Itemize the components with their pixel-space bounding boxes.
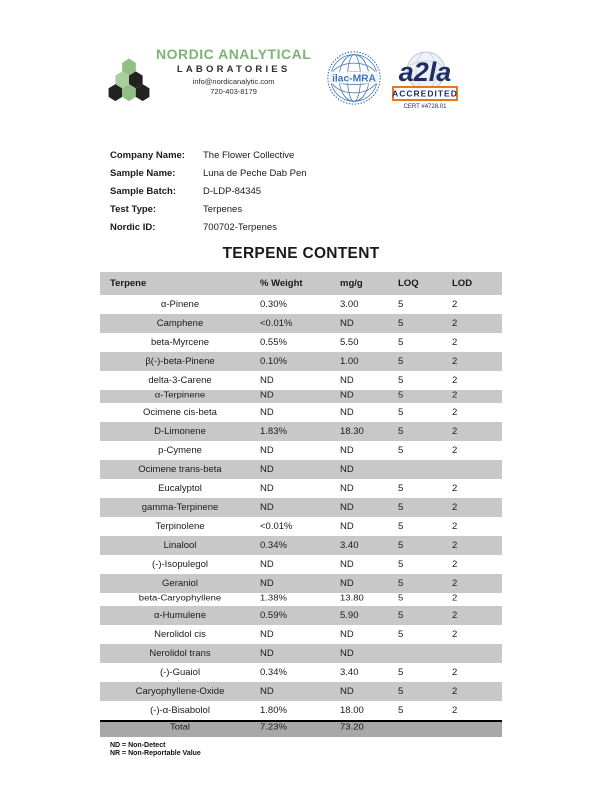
- table-total-row: [100, 720, 502, 737]
- brand-phone: 720-403-8179: [210, 87, 257, 96]
- table-row: [100, 390, 502, 403]
- loq-cell: 5: [398, 705, 404, 716]
- terpene-cell: (-)-Isopulegol: [152, 559, 208, 570]
- weight-cell: ND: [260, 629, 274, 640]
- lod-cell: 2: [452, 426, 458, 437]
- loq-column-header: LOQ: [398, 278, 419, 289]
- terpene-cell: beta-Caryophyllene: [138, 593, 222, 603]
- a2la-label: a2la: [398, 57, 452, 87]
- mgg-cell: ND: [340, 375, 354, 386]
- loq-cell: 5: [398, 337, 404, 348]
- table-row: [100, 555, 502, 574]
- table-row: [100, 371, 502, 390]
- lod-cell: 2: [452, 356, 458, 367]
- total-label: Total: [169, 722, 191, 733]
- terpene-column-header: Terpene: [110, 278, 147, 289]
- terpene-cell: D-Limonene: [154, 426, 206, 437]
- brand-email: info@nordicanalytic.com: [192, 77, 275, 86]
- table-row: [100, 352, 502, 371]
- lod-cell: 2: [452, 593, 458, 603]
- terpene-cell: Nerolidol cis: [154, 629, 206, 640]
- table-row: [100, 663, 502, 682]
- test-type-label: Test Type:: [110, 204, 157, 215]
- footnotes: [110, 742, 201, 758]
- mgg-cell: ND: [340, 445, 354, 456]
- table-header-row: [100, 272, 502, 295]
- terpene-cell: α-Humulene: [154, 610, 206, 621]
- terpene-cell: β(-)-beta-Pinene: [145, 356, 215, 367]
- loq-cell: 5: [398, 540, 404, 551]
- total-loq: [398, 722, 452, 723]
- weight-cell: ND: [260, 686, 274, 697]
- mgg-cell: ND: [340, 502, 354, 513]
- table-row: [100, 498, 502, 517]
- weight-cell: ND: [260, 375, 274, 386]
- ilac-mra-label: ilac-MRA: [332, 73, 376, 85]
- lod-cell: 2: [452, 318, 458, 329]
- table-row: [100, 517, 502, 536]
- weight-cell: ND: [260, 407, 274, 418]
- mgg-cell: 3.00: [340, 299, 359, 310]
- accredited-label: ACCREDITED: [392, 88, 458, 99]
- weight-cell: 0.55%: [260, 337, 287, 348]
- lod-cell: 2: [452, 667, 458, 678]
- ilac-mra-globe-icon: [326, 50, 382, 106]
- brand-subtitle: LABORATORIES: [176, 64, 291, 75]
- terpene-cell: p-Cymene: [158, 445, 202, 456]
- loq-cell: 5: [398, 483, 404, 494]
- company-name-label: Company Name:: [110, 150, 185, 161]
- test-type-value: Terpenes: [203, 204, 243, 215]
- weight-cell: ND: [260, 578, 274, 589]
- terpene-cell: delta-3-Carene: [148, 375, 212, 386]
- lod-cell: 2: [452, 610, 458, 621]
- mgg-cell: 18.30: [340, 426, 364, 437]
- mgg-cell: 3.40: [340, 540, 359, 551]
- mgg-cell: 5.50: [340, 337, 359, 348]
- sample-name-value: Luna de Peche Dab Pen: [203, 168, 307, 179]
- lod-cell: 2: [452, 705, 458, 716]
- table-row: [100, 701, 502, 720]
- lod-cell: 2: [452, 407, 458, 418]
- sample-name-label: Sample Name:: [110, 168, 176, 179]
- loq-cell: 5: [398, 578, 404, 589]
- brand-text: [156, 46, 311, 96]
- mgg-cell: ND: [340, 318, 354, 329]
- table-row: [100, 422, 502, 441]
- weight-column-header: % Weight: [260, 278, 303, 289]
- terpene-cell: Linalool: [163, 540, 197, 551]
- mgg-cell: ND: [340, 559, 354, 570]
- weight-cell: ND: [260, 559, 274, 570]
- weight-cell: 0.59%: [260, 610, 287, 621]
- terpene-cell: beta-Myrcene: [150, 337, 210, 348]
- weight-cell: <0.01%: [260, 521, 293, 532]
- mgg-column-header: mg/g: [340, 278, 363, 289]
- terpene-cell: Eucalyptol: [158, 483, 202, 494]
- weight-cell: 0.30%: [260, 299, 287, 310]
- total-weight: 7.23%: [260, 722, 287, 733]
- table-row: [100, 644, 502, 663]
- page-title: TERPENE CONTENT: [222, 245, 380, 262]
- weight-cell: ND: [260, 464, 274, 475]
- brand-name: NORDIC ANALYTICAL: [156, 46, 312, 62]
- ilac-mra-badge: [326, 50, 382, 106]
- brand-header: [106, 46, 311, 108]
- loq-cell: 5: [398, 445, 404, 456]
- loq-cell: 5: [398, 610, 404, 621]
- loq-cell: 5: [398, 521, 404, 532]
- loq-cell: 5: [398, 426, 404, 437]
- total-lod: [452, 722, 502, 723]
- weight-cell: 0.10%: [260, 356, 287, 367]
- table-row: [100, 441, 502, 460]
- mgg-cell: ND: [340, 648, 354, 659]
- loq-cell: 5: [398, 686, 404, 697]
- terpene-cell: Ocimene trans-beta: [138, 464, 222, 475]
- table-body: [100, 295, 502, 720]
- terpene-cell: Nerolidol trans: [149, 648, 211, 659]
- loq-cell: 5: [398, 667, 404, 678]
- lod-cell: 2: [452, 629, 458, 640]
- nordic-id-label: Nordic ID:: [110, 222, 156, 233]
- mgg-cell: ND: [340, 578, 354, 589]
- table-row: [100, 460, 502, 479]
- a2la-globe-icon: [386, 50, 464, 112]
- a2la-accredited-badge: [386, 50, 464, 112]
- weight-cell: ND: [260, 390, 274, 400]
- loq-cell: 5: [398, 502, 404, 513]
- table-row: [100, 625, 502, 644]
- lod-cell: 2: [452, 299, 458, 310]
- table-row: [100, 403, 502, 422]
- loq-cell: 5: [398, 629, 404, 640]
- table-row: [100, 574, 502, 593]
- terpene-cell: α-Pinene: [160, 299, 200, 310]
- lod-cell: 2: [452, 578, 458, 589]
- mgg-cell: ND: [340, 464, 354, 475]
- weight-cell: 1.83%: [260, 426, 287, 437]
- table-row: [100, 295, 502, 314]
- weight-cell: ND: [260, 445, 274, 456]
- weight-cell: 1.38%: [260, 593, 287, 603]
- sample-info-block: [110, 147, 307, 237]
- loq-cell: 5: [398, 375, 404, 386]
- loq-cell: 5: [398, 559, 404, 570]
- mgg-cell: ND: [340, 483, 354, 494]
- table-row: [100, 593, 502, 606]
- terpene-cell: Geraniol: [162, 578, 198, 589]
- terpene-cell: (-)-Guaiol: [159, 667, 201, 678]
- weight-cell: 1.80%: [260, 705, 287, 716]
- lod-cell: 2: [452, 337, 458, 348]
- sample-batch-label: Sample Batch:: [110, 186, 176, 197]
- mgg-cell: 1.00: [340, 356, 359, 367]
- lod-cell: 2: [452, 375, 458, 386]
- weight-cell: <0.01%: [260, 318, 293, 329]
- mgg-cell: ND: [340, 521, 354, 532]
- terpene-cell: Caryophyllene-Oxide: [135, 686, 225, 697]
- loq-cell: 5: [398, 407, 404, 418]
- weight-cell: 0.34%: [260, 540, 287, 551]
- terpene-cell: α-Terpinene: [154, 390, 206, 400]
- cert-number-label: CERT #4728.01: [403, 104, 447, 110]
- lod-cell: 2: [452, 521, 458, 532]
- weight-cell: ND: [260, 502, 274, 513]
- lod-cell: 2: [452, 390, 458, 400]
- nordic-id-value: 700702-Terpenes: [203, 222, 277, 233]
- total-mgg: 73.20: [340, 722, 364, 733]
- table-row: [100, 682, 502, 701]
- lod-cell: 2: [452, 540, 458, 551]
- terpene-cell: (-)-α-Bisabolol: [150, 705, 210, 716]
- footnote-nd: ND = Non-Detect: [110, 742, 166, 749]
- company-name-value: The Flower Collective: [203, 150, 295, 161]
- lod-cell: 2: [452, 686, 458, 697]
- footnote-nr: NR = Non-Reportable Value: [110, 750, 201, 757]
- table-row: [100, 536, 502, 555]
- lod-cell: 2: [452, 483, 458, 494]
- terpene-cell: Ocimene cis-beta: [143, 407, 217, 418]
- loq-cell: 5: [398, 299, 404, 310]
- sample-batch-value: D-LDP-84345: [203, 186, 262, 197]
- mgg-cell: ND: [340, 407, 354, 418]
- terpene-cell: gamma-Terpinene: [141, 502, 219, 513]
- weight-cell: 0.34%: [260, 667, 287, 678]
- mgg-cell: ND: [340, 686, 354, 697]
- terpene-cell: Camphene: [156, 318, 204, 329]
- mgg-cell: 5.90: [340, 610, 359, 621]
- table-row: [100, 314, 502, 333]
- loq-cell: 5: [398, 318, 404, 329]
- terpene-table: [100, 272, 502, 737]
- table-row: [100, 606, 502, 625]
- table-row: [100, 479, 502, 498]
- mgg-cell: 13.80: [340, 593, 364, 603]
- lod-cell: 2: [452, 445, 458, 456]
- mgg-cell: ND: [340, 629, 354, 640]
- loq-cell: 5: [398, 390, 404, 400]
- loq-cell: 5: [398, 593, 404, 603]
- weight-cell: ND: [260, 648, 274, 659]
- hexagon-cluster-logo-icon: [106, 50, 152, 108]
- mgg-cell: ND: [340, 390, 354, 400]
- table-row: [100, 333, 502, 352]
- lod-column-header: LOD: [452, 278, 473, 289]
- weight-cell: ND: [260, 483, 274, 494]
- loq-cell: 5: [398, 356, 404, 367]
- lod-cell: 2: [452, 502, 458, 513]
- mgg-cell: 18.00: [340, 705, 364, 716]
- lod-cell: 2: [452, 559, 458, 570]
- terpene-cell: Terpinolene: [155, 521, 205, 532]
- mgg-cell: 3.40: [340, 667, 359, 678]
